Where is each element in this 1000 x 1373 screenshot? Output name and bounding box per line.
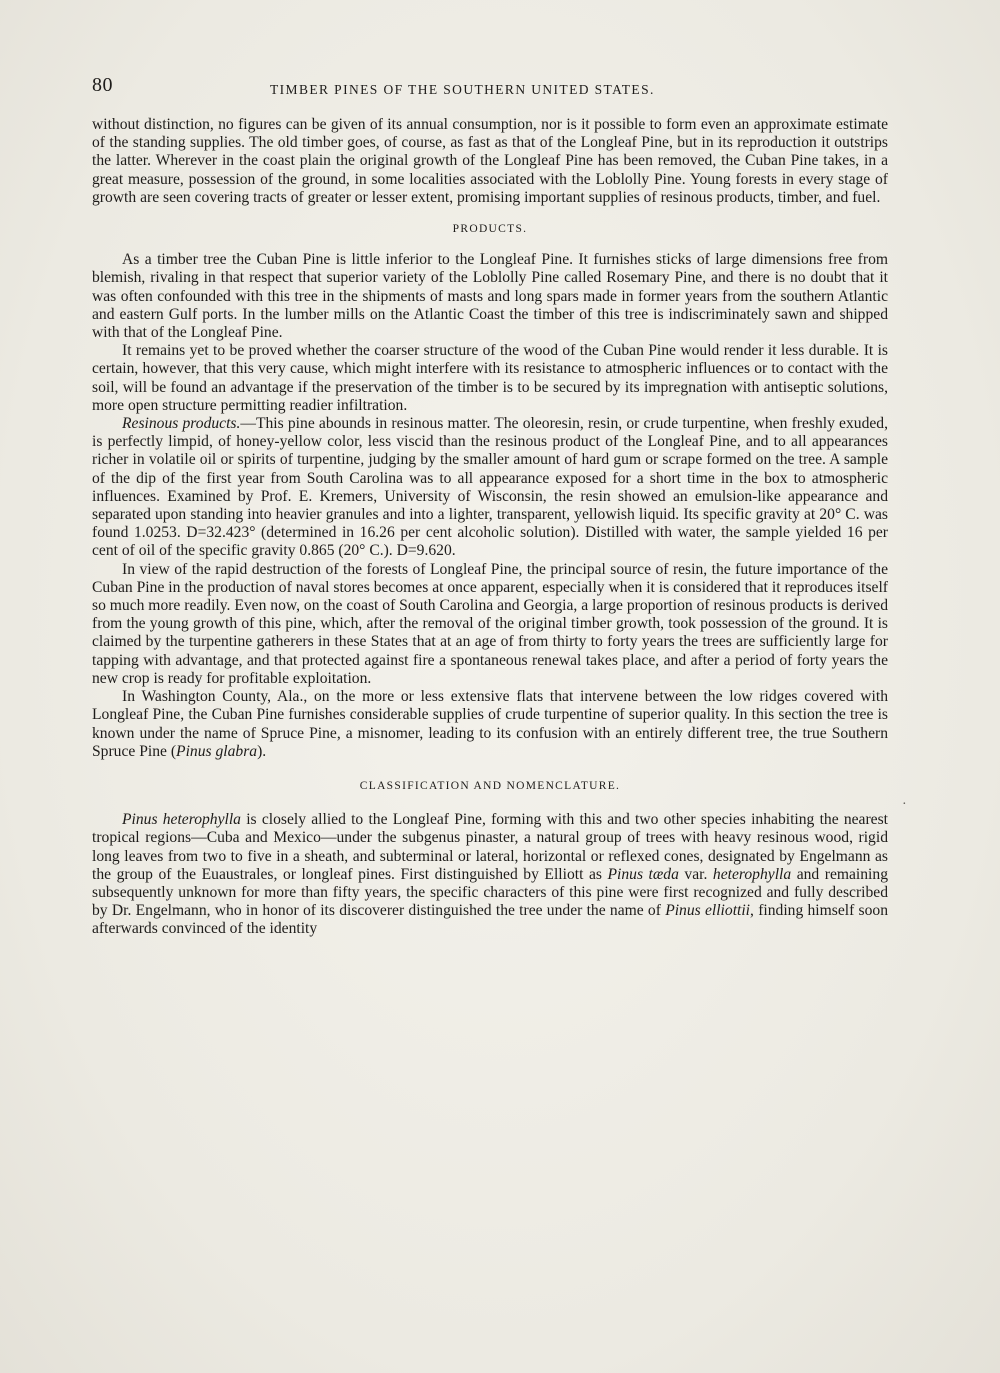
- page-number: 80: [92, 74, 113, 96]
- running-head: TIMBER PINES OF THE SOUTHERN UNITED STATES.: [270, 82, 655, 97]
- species-name-pinus-taeda: Pinus tæda: [607, 865, 679, 883]
- run-in-heading-resinous-products: Resinous products.: [122, 415, 241, 433]
- classification-text-a: is closely allied to the Longleaf Pine, forming with this and two other species inhabiting the nearest tropical regions—Cuba and Mexico—under the subgenus pinaster, a natural group of trees with heavy resinous wood, rigid long leaves from two to five in a sheath, and subterminal or lateral, horizontal or reflexed cones, designated by Engelmann as the group of the Euaustrales, or longleaf pines. First distinguished by Elliott as: [92, 811, 888, 883]
- classification-text-b: var.: [678, 865, 713, 883]
- paren-close: ).: [257, 742, 267, 760]
- paren-open: (: [170, 742, 177, 760]
- species-name-pinus-elliottii: Pinus elliottii: [665, 902, 751, 920]
- paragraph-continuation: without distinction, no figures can be given of its annual consumption, nor is it possible to form even an approximate estimate of the standing supplies. The old timber goes, of course, as fast as that of the Longleaf Pine, but in its reproduction it outstrips the latter. Wherever in the coast plain the original growth of the Longleaf Pine has been removed, the Cuban Pine takes, in a great measure, possession of the ground, in some localities associated with the Loblolly Pine. Young forests in every stage of growth are seen covering tracts of greater or lesser extent, promising important supplies of resinous products, timber, and fuel.: [92, 116, 888, 206]
- paragraph-durability: It remains yet to be proved whether the coarser structure of the wood of the Cuban Pine would render it less durable. It is certain, however, that this very cause, which might interfere with its resistance to atmospheric influences or to contact with the soil, will be found an advantage if the preservation of the timber is to be secured by its impregnation with antiseptic solutions, more open structure permitting readier infiltration.: [92, 342, 888, 414]
- paragraph-resinous-products: [92, 415, 888, 561]
- paragraph-classification: [92, 811, 888, 938]
- classification-text-c: and remaining subsequently unknown for more than fifty years, the specific characters of this pine were first recognized and fully described by Dr. Engelmann, who in honor of its discoverer distinguished the tree under the name of: [92, 865, 888, 920]
- classification-text-d: , finding himself soon afterwards convinced of the identity: [92, 902, 889, 938]
- species-name-pinus-glabra: Pinus glabra: [176, 742, 258, 760]
- paragraph-washington-text: In Washington County, Ala., on the more or less extensive flats that intervene between the low ridges covered with Longleaf Pine, the Cuban Pine furnishes considerable supplies of crude turpentine of superior quality. In this section the tree is known under the name of Spruce Pine, a misnomer, leading to its confusion with an entirely different tree, the true Southern Spruce Pine: [92, 688, 888, 760]
- species-name-pinus-heterophylla: Pinus heterophylla: [122, 811, 241, 829]
- paragraph-washington-county: [92, 688, 888, 761]
- paragraph-timber: As a timber tree the Cuban Pine is little inferior to the Longleaf Pine. It furnishes sticks of large dimensions free from blemish, rivaling in that respect that superior variety of the Loblolly Pine called Rosemary Pine, and there is no doubt that it was often confounded with this tree in the shipments of masts and long spars made in former years from the southern Atlantic and eastern Gulf ports. In the lumber mills on the Atlantic Coast the timber of this tree is indiscriminately sawn and shipped with that of the Longleaf Pine.: [92, 251, 888, 342]
- variety-name-heterophylla: heterophylla: [712, 865, 792, 883]
- stray-ink-dot: ·: [902, 797, 907, 812]
- paragraph-resinous-text: —This pine abounds in resinous matter. The oleoresin, resin, or crude turpentine, when freshly exuded, is perfectly limpid, of honey-yellow color, less viscid than the resinous product of the Longleaf Pine, and to all appearances richer in volatile oil or spirits of turpentine, judging by the smaller amount of hard gum or scrape formed on the tree. A sample of the dip of the first year from South Carolina was to all appearance exposed for a short time in the box to atmospheric influences. Examined by Prof. E. Kremers, University of Wisconsin, the resin showed an emulsion-like appearance and separated upon standing into heavier granules and into a lighter, transparent, yellowish liquid. Its specific gravity at 20° C. was found 1.0253. D=32.423° (determined in 16.26 per cent alcoholic solution). Distilled with water, the sample yielded 16 per cent of oil of the specific gravity 0.865 (20° C.). D=9.620.: [92, 415, 888, 560]
- section-heading-products: PRODUCTS.: [452, 223, 528, 236]
- page-header: [92, 74, 888, 104]
- page-body: [92, 116, 888, 939]
- section-heading-classification: CLASSIFICATION AND NOMENCLATURE.: [359, 779, 621, 792]
- paragraph-naval-stores: In view of the rapid destruction of the forests of Longleaf Pine, the principal source of resin, the future importance of the Cuban Pine in the production of naval stores becomes at once apparent, especially when it is considered that it reproduces itself so much more readily. Even now, on the coast of South Carolina and Georgia, a large proportion of resinous products is derived from the young growth of this pine, which, after the removal of the original timber growth, took possession of the ground. It is claimed by the turpentine gatherers in these States that at an age of from thirty to forty years the trees are sufficiently large for tapping with advantage, and that protected against fire a spontaneous renewal takes place, and after a period of forty years the new crop is ready for profitable exploitation.: [92, 560, 888, 687]
